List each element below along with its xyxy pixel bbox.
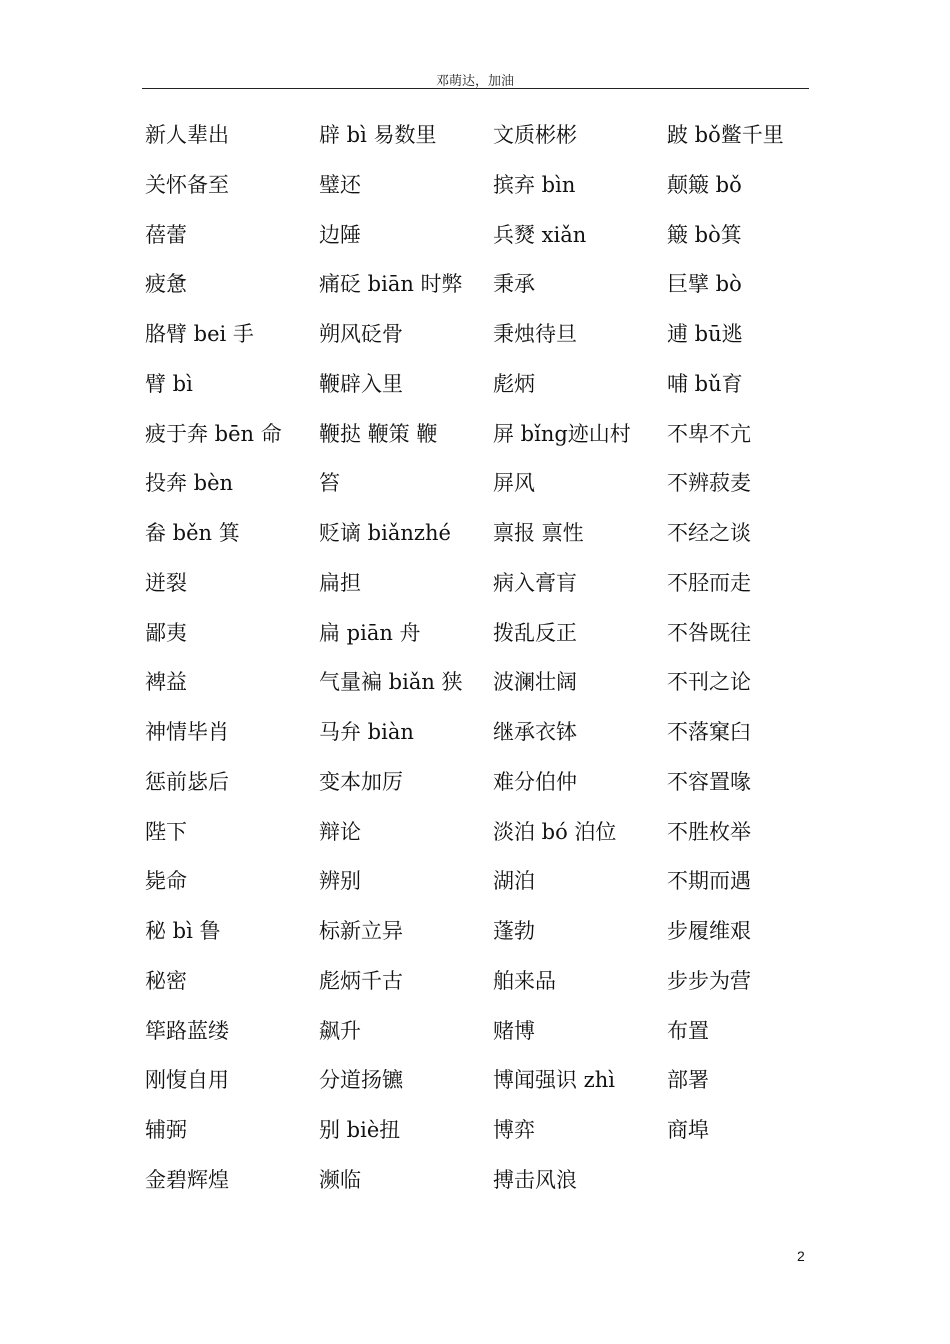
vocab-entry: 禀报 禀性 xyxy=(493,521,584,545)
vocab-entry: 赌博 xyxy=(493,1018,535,1043)
vocab-entry: 难分伯仲 xyxy=(493,769,577,794)
vocab-entry: 哺 bǔ育 xyxy=(667,371,743,396)
vocab-entry: 边陲 xyxy=(319,222,361,247)
vocab-entry: 不容置喙 xyxy=(667,769,751,794)
vocab-entry: 淡泊 bó 泊位 xyxy=(493,819,617,844)
vocab-entry: 蓬勃 xyxy=(493,919,535,943)
vocab-entry: 迸裂 xyxy=(145,570,187,595)
vocab-entry: 刚愎自用 xyxy=(145,1068,229,1093)
vocab-entry: 毙命 xyxy=(145,869,187,894)
vocab-entry: 笞 xyxy=(319,471,340,496)
vocab-entry: 布置 xyxy=(667,1018,709,1043)
vocab-entry: 博闻强识 zhì xyxy=(493,1068,615,1093)
vocab-entry: 璧还 xyxy=(319,172,361,197)
vocab-entry: 商埠 xyxy=(667,1118,709,1142)
vocab-entry: 痛砭 biān 时弊 xyxy=(319,272,463,297)
vocab-entry: 病入膏肓 xyxy=(493,570,577,595)
vocab-entry: 胳臂 bei 手 xyxy=(145,322,254,346)
vocab-entry: 步履维艰 xyxy=(667,919,751,943)
vocab-entry: 分道扬镳 xyxy=(319,1068,403,1093)
vocab-entry: 颠簸 bǒ xyxy=(667,172,742,197)
vocab-entry: 扁 piān 舟 xyxy=(319,620,421,645)
vocab-entry: 文质彬彬 xyxy=(493,123,577,147)
vocab-entry: 鄙夷 xyxy=(145,620,187,645)
vocab-entry: 疲惫 xyxy=(145,272,187,297)
vocab-entry: 陛下 xyxy=(145,819,187,844)
vocab-entry: 辨别 xyxy=(319,869,361,894)
vocab-entry: 簸 bò箕 xyxy=(667,222,742,247)
vocab-entry: 蓓蕾 xyxy=(145,222,187,247)
vocab-entry: 秉承 xyxy=(493,272,535,297)
vocab-entry: 搏击风浪 xyxy=(493,1167,577,1192)
vocab-entry: 秘密 xyxy=(145,968,187,993)
vocab-entry: 屏 bǐng迹山村 xyxy=(493,421,631,446)
vocab-entry: 逋 bū逃 xyxy=(667,322,743,346)
vocab-entry: 不咎既往 xyxy=(667,620,751,645)
page-header: 邓萌达，加油 xyxy=(435,74,514,89)
vocab-entry: 不辨菽麦 xyxy=(667,471,751,496)
vocab-entry: 不期而遇 xyxy=(667,869,751,894)
vocab-entry: 投奔 bèn xyxy=(145,471,234,496)
vocab-entry: 疲于奔 bēn 命 xyxy=(145,421,282,446)
vocab-entry: 不经之谈 xyxy=(667,521,751,545)
vocab-entry xyxy=(667,1156,845,1206)
vocab-entry: 辟 bì 易数里 xyxy=(319,123,437,147)
vocab-entry: 神情毕肖 xyxy=(145,720,229,744)
vocab-entry: 波澜壮阔 xyxy=(493,670,577,695)
vocab-entry: 不胫而走 xyxy=(667,570,751,595)
vocab-entry: 不落窠臼 xyxy=(667,720,751,744)
vocab-entry: 扁担 xyxy=(319,570,361,595)
vocab-entry: 辩论 xyxy=(319,819,361,844)
page-number: 2 xyxy=(797,1248,805,1264)
vocab-entry: 马弁 biàn xyxy=(319,720,414,744)
vocab-entry: 新人辈出 xyxy=(145,123,229,147)
vocab-entry: 彪炳 xyxy=(493,371,535,396)
vocab-entry: 鞭挞 鞭策 鞭 xyxy=(319,421,438,446)
vocab-entry: 不胜枚举 xyxy=(667,819,751,844)
vocab-entry: 继承衣钵 xyxy=(493,720,577,744)
header-rule xyxy=(142,88,809,89)
vocab-entry: 濒临 xyxy=(319,1167,361,1192)
vocab-entry: 屏风 xyxy=(493,471,535,496)
vocab-entry: 秘 bì 鲁 xyxy=(145,919,221,943)
vocab-entry: 臂 bì xyxy=(145,371,193,396)
vocab-entry: 博弈 xyxy=(493,1118,535,1142)
vocab-entry: 朔风砭骨 xyxy=(319,322,403,346)
vocab-entry: 鞭辟入里 xyxy=(319,371,403,396)
vocab-entry: 变本加厉 xyxy=(319,769,403,794)
vocab-entry: 畚 běn 箕 xyxy=(145,521,240,545)
vocab-entry: 秉烛待旦 xyxy=(493,322,577,346)
vocab-entry: 标新立异 xyxy=(319,919,403,943)
vocab-entry: 惩前毖后 xyxy=(145,769,229,794)
vocab-entry: 飙升 xyxy=(319,1018,361,1043)
vocab-entry: 不刊之论 xyxy=(667,670,751,695)
vocab-entry: 彪炳千古 xyxy=(319,968,403,993)
vocab-entry: 部署 xyxy=(667,1068,709,1093)
vocab-entry: 湖泊 xyxy=(493,869,535,894)
vocab-entry: 别 biè扭 xyxy=(319,1118,401,1142)
vocab-entry: 拨乱反正 xyxy=(493,620,577,645)
vocab-entry: 巨擘 bò xyxy=(667,272,742,297)
vocab-entry: 贬谪 biǎnzhé xyxy=(319,521,451,545)
vocab-entry: 不卑不亢 xyxy=(667,421,751,446)
vocab-entry: 裨益 xyxy=(145,670,187,695)
vocab-entry: 辅弼 xyxy=(145,1118,187,1142)
vocabulary-grid xyxy=(145,111,845,1206)
vocab-entry: 步步为营 xyxy=(667,968,751,993)
vocab-entry: 气量褊 biǎn 狭 xyxy=(319,670,463,695)
vocab-entry: 兵燹 xiǎn xyxy=(493,222,587,247)
vocab-entry: 金碧辉煌 xyxy=(145,1167,229,1192)
vocab-entry: 跛 bǒ鳖千里 xyxy=(667,123,784,147)
vocab-entry: 摈弃 bìn xyxy=(493,172,576,197)
vocab-entry: 关怀备至 xyxy=(145,172,229,197)
vocab-entry: 筚路蓝缕 xyxy=(145,1018,229,1043)
vocab-entry: 舶来品 xyxy=(493,968,556,993)
